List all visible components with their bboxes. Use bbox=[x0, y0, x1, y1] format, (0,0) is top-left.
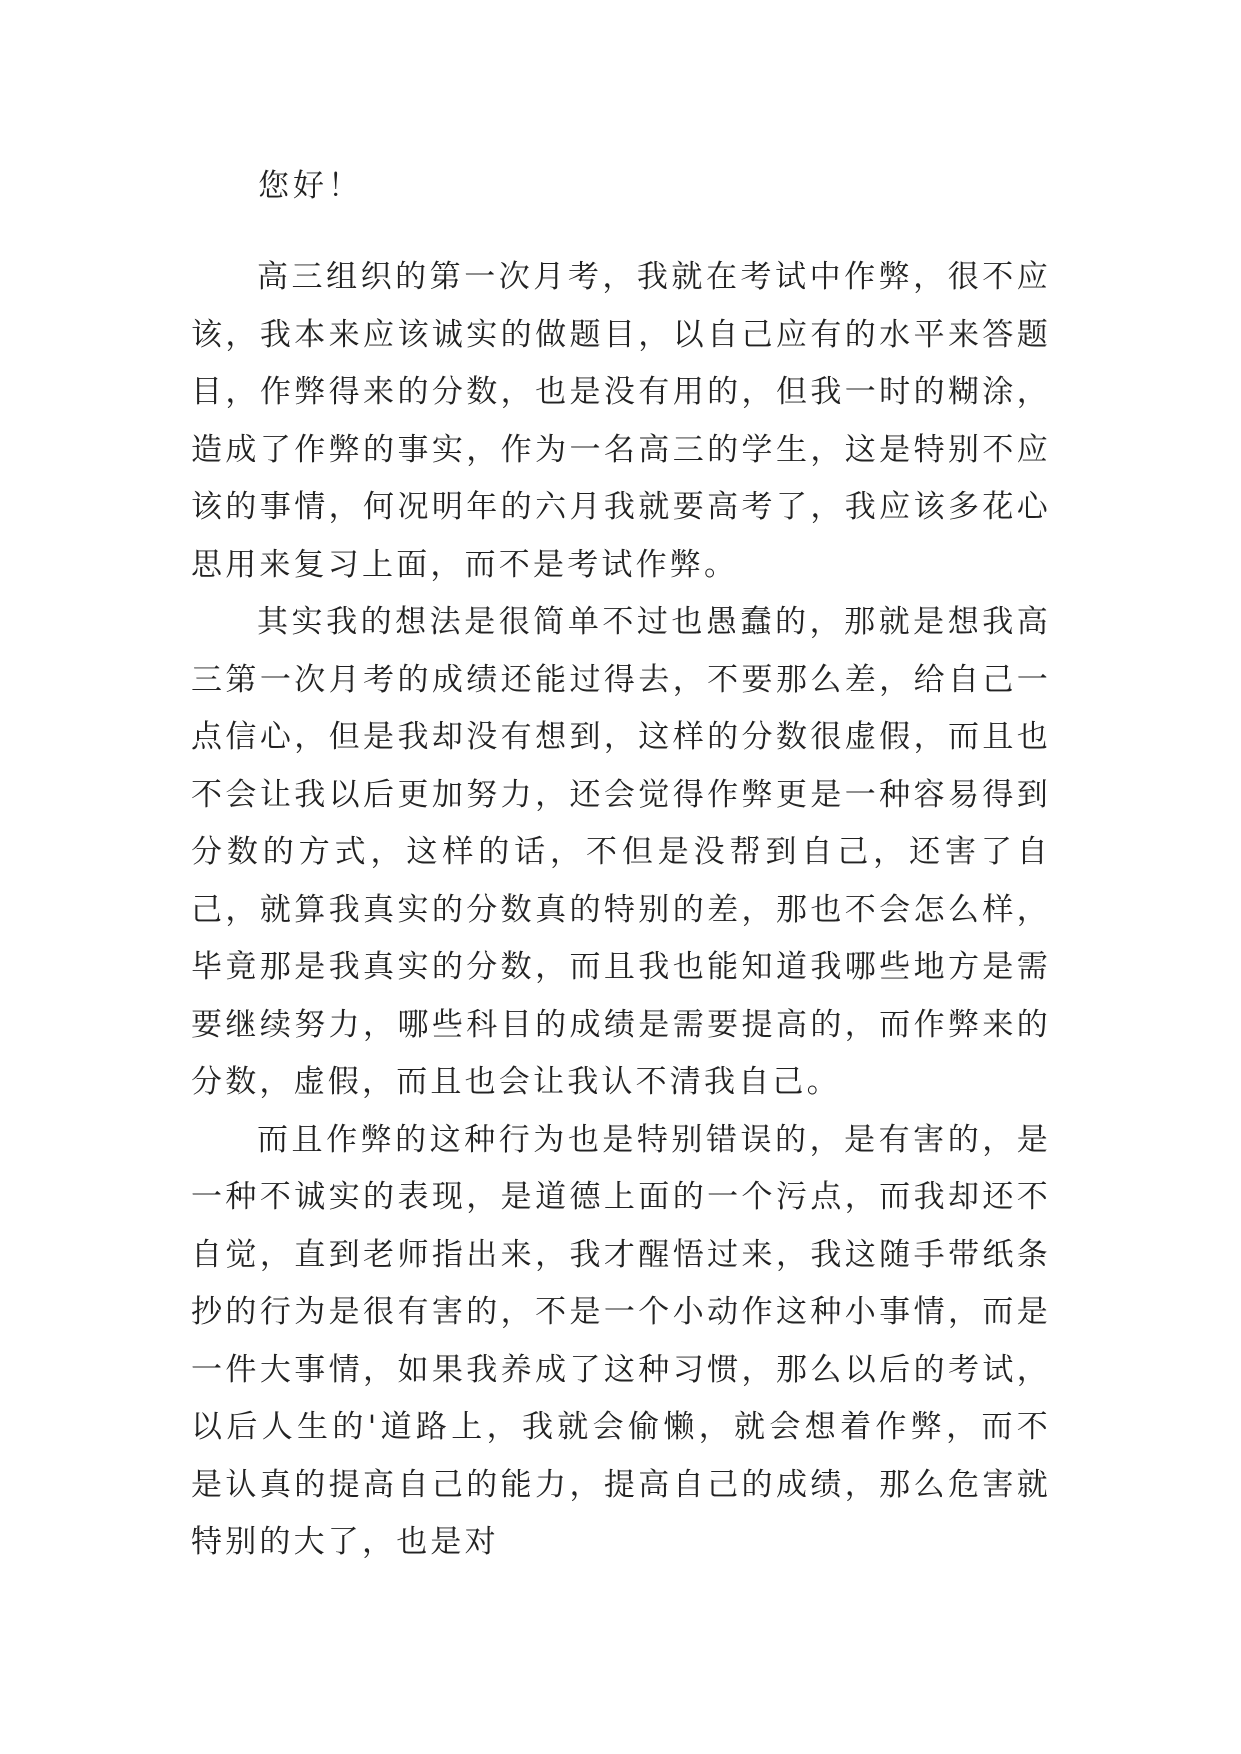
letter-greeting: 您好！ bbox=[258, 168, 363, 204]
paragraph-2: 其实我的想法是很简单不过也愚蠢的，那就是想我高三第一次月考的成绩还能过得去，不要那么差，给自己一点信心，但是我却没有想到，这样的分数很虚假，而且也不会让我以后更加努力，还会觉得作弊更是一种容易得到分数的方式，这样的话，不但是没帮到自己，还害了自己，就算我真实的分数真的特别的差，那也不会怎么样，毕竟那是我真实的分数，而且我也能知道我哪些地方是需要继续努力，哪些科目的成绩是需要提高的，而作弊来的分数，虚假，而且也会让我认不清我自己。 bbox=[191, 604, 1051, 1100]
paragraph-1: 高三组织的第一次月考，我就在考试中作弊，很不应该，我本来应该诚实的做题目，以自己应有的水平来答题目，作弊得来的分数，也是没有用的，但我一时的糊涂，造成了作弊的事实，作为一名高三的学生，这是特别不应该的事情，何况明年的六月我就要高考了，我应该多花心思用来复习上面，而不是考试作弊。 bbox=[191, 259, 1051, 583]
paragraph-3: 而且作弊的这种行为也是特别错误的，是有害的，是一种不诚实的表现，是道德上面的一个污点，而我却还不自觉，直到老师指出来，我才醒悟过来，我这随手带纸条抄的行为是很有害的，不是一个小动作这种小事情，而是一件大事情，如果我养成了这种习惯，那么以后的考试，以后人生的'道路上，我就会偷懒，就会想着作弊，而不是认真的提高自己的能力，提高自己的成绩，那么危害就特别的大了，也是对 bbox=[191, 1121, 1051, 1560]
letter-body bbox=[191, 249, 1051, 1572]
